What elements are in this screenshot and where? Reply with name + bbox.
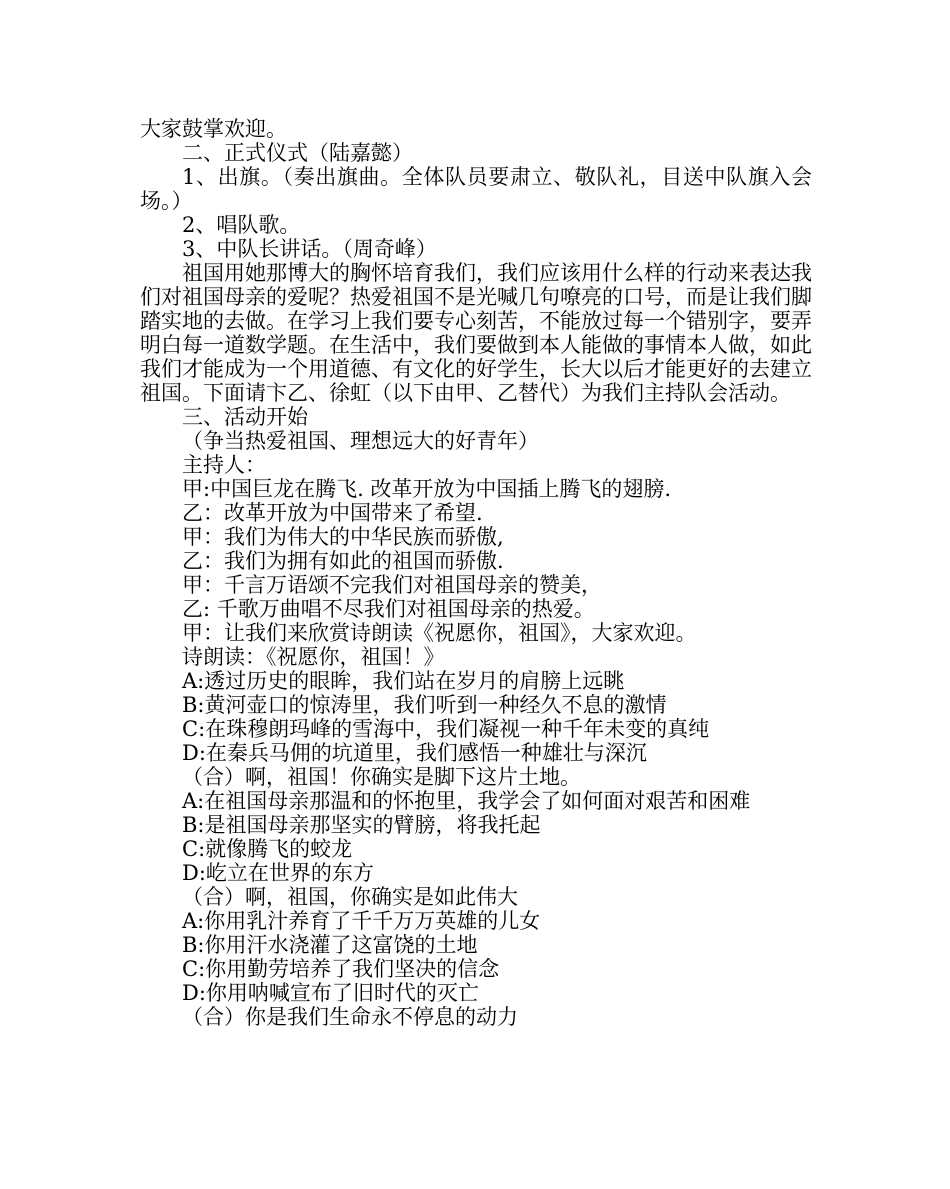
script-line: 乙：改革开放为中国带来了希望. — [182, 501, 483, 525]
script-line: D:你用呐喊宣布了旧时代的灭亡 — [182, 981, 479, 1005]
script-line: D:在秦兵马佣的坑道里，我们感悟一种雄壮与深沉 — [182, 741, 647, 765]
script-line: （合）你是我们生命永不停息的动力 — [182, 1005, 518, 1029]
script-line: （合）啊，祖国！你确实是脚下这片土地。 — [182, 765, 581, 789]
text-line: 2、唱队歌。 — [182, 213, 301, 237]
script-line: 主持人： — [182, 453, 266, 477]
script-line: 乙: 千歌万曲唱不尽我们对祖国母亲的热爱。 — [182, 597, 595, 621]
script-line: D:屹立在世界的东方 — [182, 861, 374, 885]
script-line: 乙：我们为拥有如此的祖国而骄傲. — [182, 549, 504, 573]
script-line: 甲：我们为伟大的中华民族而骄傲, — [182, 525, 504, 549]
section-heading: 二、正式仪式（陆嘉懿） — [182, 141, 413, 165]
script-line: C:就像腾飞的蛟龙 — [182, 837, 353, 861]
section-heading: 三、活动开始 — [182, 405, 308, 429]
script-line: B:黄河壶口的惊涛里，我们听到一种经久不息的激情 — [182, 693, 667, 717]
script-line: B:你用汗水浇灌了这富饶的土地 — [182, 933, 478, 957]
script-line: （合）啊，祖国，你确实是如此伟大 — [182, 885, 518, 909]
script-lines — [140, 405, 812, 1029]
script-line: A:你用乳汁养育了千千万万英雄的儿女 — [182, 909, 541, 933]
script-line: A:透过历史的眼眸，我们站在岁月的肩膀上远眺 — [182, 669, 625, 693]
document-body — [140, 117, 812, 1029]
paragraph: 1、出旗。（奏出旗曲。全体队员要肃立、敬队礼，目送中队旗入会场。） — [140, 165, 812, 213]
script-line: 甲:中国巨龙在腾飞. 改革开放为中国插上腾飞的翅膀. — [182, 477, 672, 501]
paragraph: 祖国用她那博大的胸怀培育我们，我们应该用什么样的行动来表达我们对祖国母亲的爱呢？热爱祖国不是光喊几句嘹亮的口号，而是让我们脚踏实地的去做。在学习上我们要专心刻苦，不能放过每一个错别字，要弄明白每一道数学题。在生活中，我们要做到本人能做的事情本人做，如此我们才能成为一个用道德、有文化的好学生，长大以后才能更好的去建立祖国。下面请卞乙、徐虹（以下由甲、乙替代）为我们主持队会活动。 — [140, 261, 812, 405]
script-line: 甲：千言万语颂不完我们对祖国母亲的赞美， — [182, 573, 602, 597]
script-line: A:在祖国母亲那温和的怀抱里，我学会了如何面对艰苦和困难 — [182, 789, 751, 813]
script-line: 诗朗读：《祝愿你，祖国！》 — [182, 645, 445, 669]
script-line: C:你用勤劳培养了我们坚决的信念 — [182, 957, 500, 981]
text-line: 3、中队长讲话。（周奇峰） — [182, 237, 437, 261]
script-line: （争当热爱祖国、理想远大的好青年） — [182, 429, 539, 453]
script-line: C:在珠穆朗玛峰的雪海中，我们凝视一种千年未变的真纯 — [182, 717, 710, 741]
script-line: 甲：让我们来欣赏诗朗读《祝愿你，祖国》，大家欢迎。 — [182, 621, 697, 645]
script-line: B:是祖国母亲那坚实的臂膀，将我托起 — [182, 813, 541, 837]
text-line: 大家鼓掌欢迎。 — [140, 117, 287, 141]
